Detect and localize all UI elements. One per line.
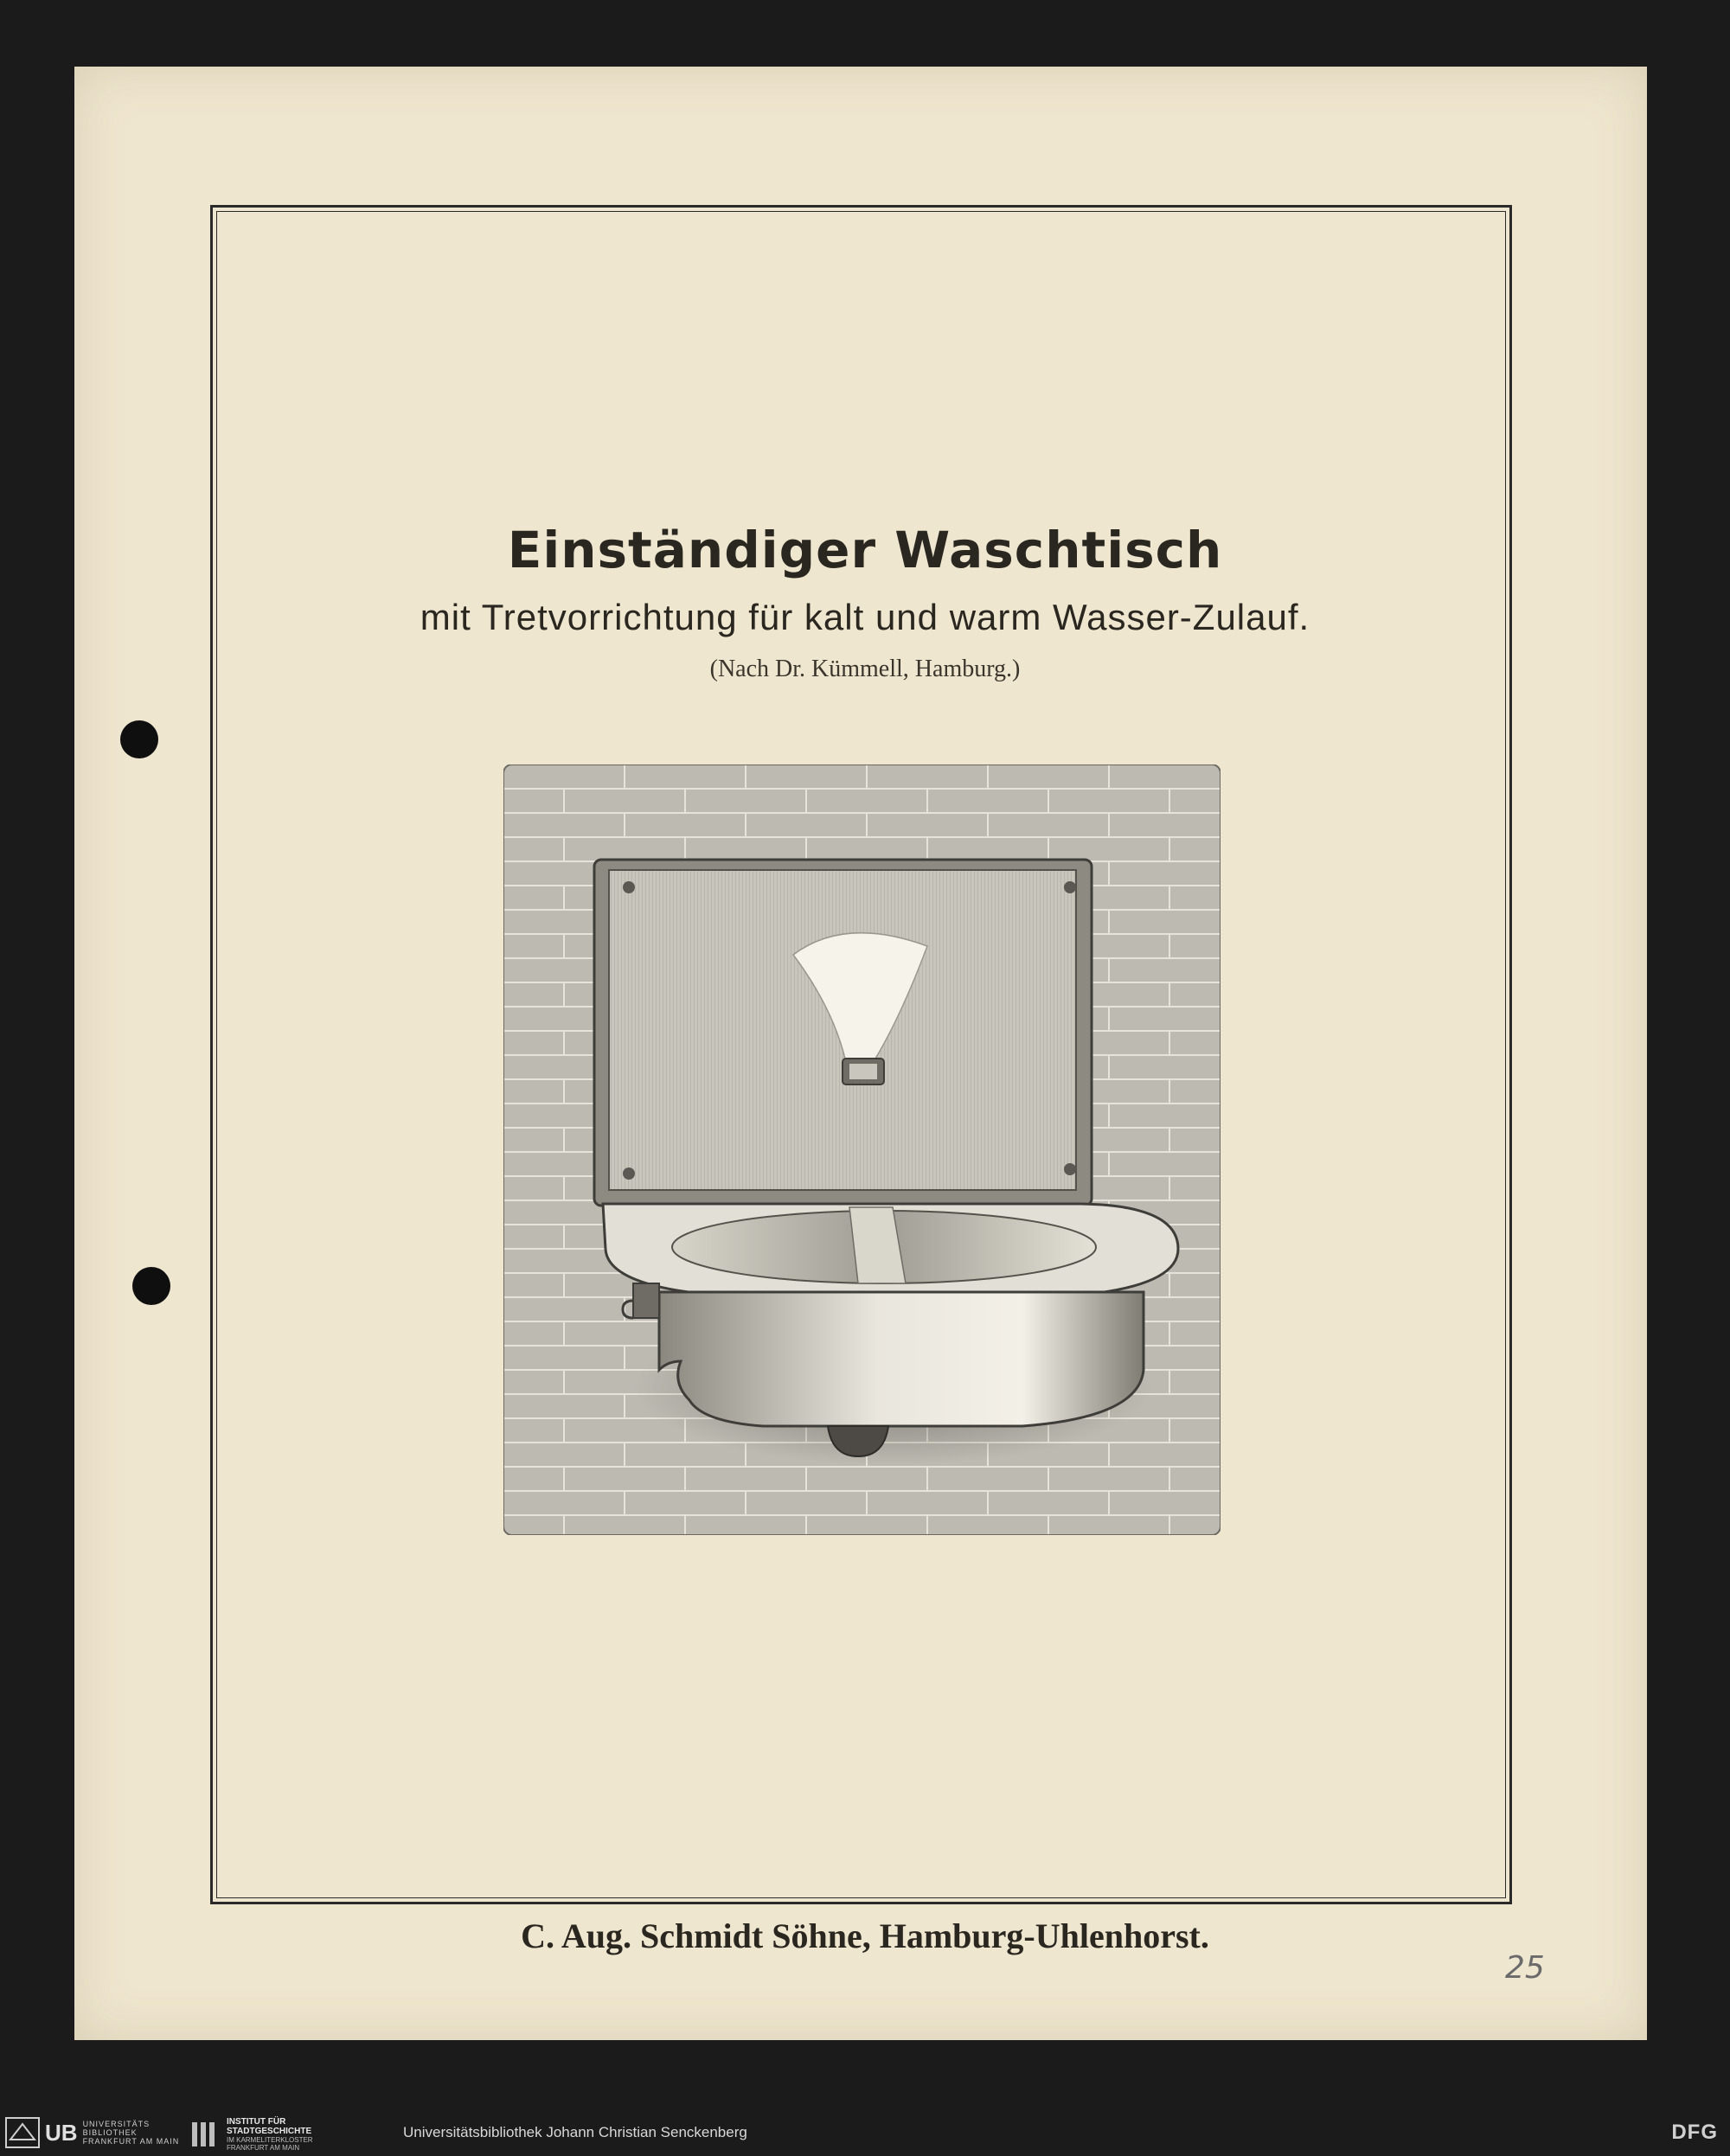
isg-sub-line-2: FRANKFURT AM MAIN [227,2144,300,2152]
isg-logo[interactable] [190,2117,313,2152]
institute-emblem-icon [190,2119,221,2150]
library-emblem-icon [5,2117,40,2148]
punch-hole-top [120,720,158,758]
document-title: Einständiger Waschtisch [507,521,1223,579]
isg-name-line-2: STADTGESCHICHTE [227,2127,312,2136]
ub-name-line-2: BIBLIOTHEK [82,2128,138,2137]
punch-hole-bottom [132,1267,170,1305]
ub-name-line-1: UNIVERSITÄTS [82,2120,151,2128]
digitization-footer-bar [0,2110,1730,2156]
ub-logo-text: UB [45,2119,78,2146]
library-credit-link[interactable]: Universitätsbibliothek Johann Christian Senckenberg [403,2124,747,2140]
washbasin-illustration [503,765,1221,1535]
attribution-note: (Nach Dr. Kümmell, Hamburg.) [709,656,1021,682]
document-subtitle: mit Tretvorrichtung für kalt und warm Wasser-Zulauf. [420,597,1310,637]
ub-name-line-3: FRANKFURT AM MAIN [82,2137,180,2146]
isg-sub-line-1: IM KARMELITERKLOSTER [227,2136,313,2144]
isg-name-line-1: INSTITUT FÜR [227,2117,286,2127]
dfg-logo[interactable]: DFG [1671,2121,1718,2144]
ub-logo[interactable] [5,2117,179,2148]
publisher-line: C. Aug. Schmidt Söhne, Hamburg-Uhlenhorst. [521,1916,1209,1955]
handwritten-page-number: 25 [1505,1950,1545,1986]
